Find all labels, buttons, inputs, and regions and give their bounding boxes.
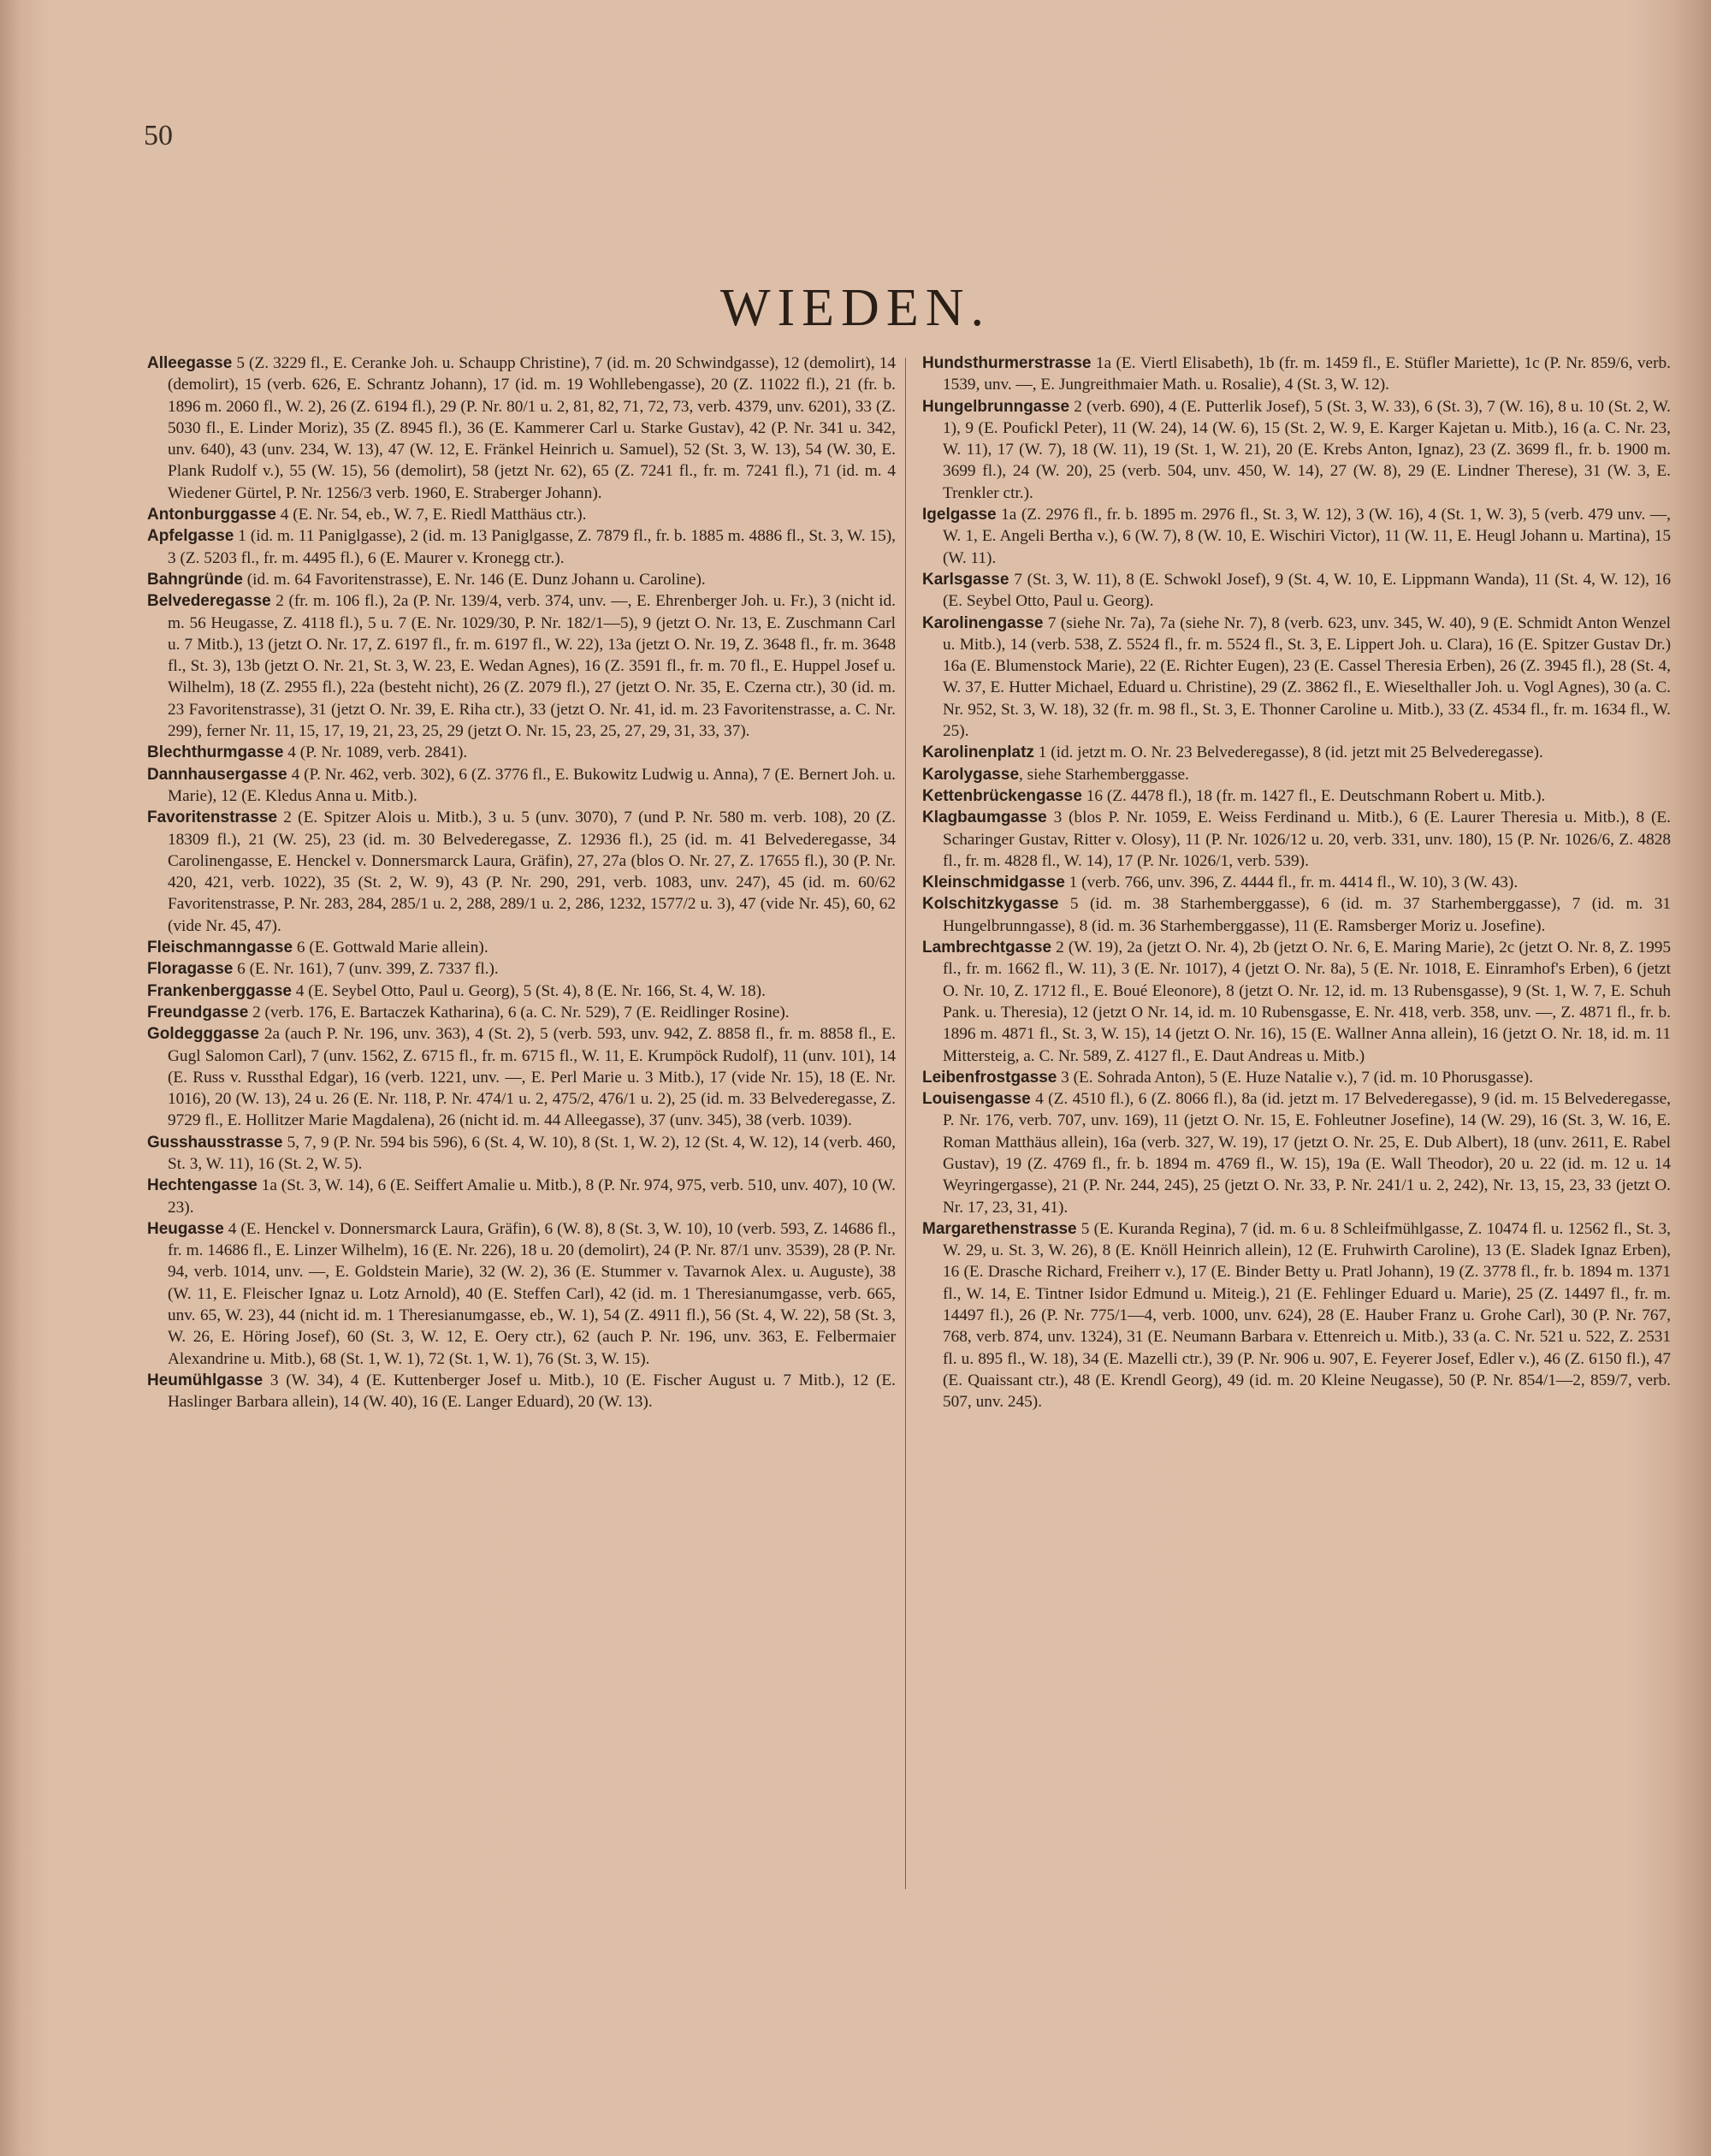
street-name: Belvederegasse [147, 592, 271, 611]
street-entry [147, 504, 896, 525]
street-name: Antonburggasse [147, 506, 276, 524]
page-number: 50 [144, 120, 173, 151]
street-entry-text: 3 (W. 34), 4 (E. Kuttenberger Josef u. Mitb.), 10 (E. Fischer August u. 7 Mitb.), 12 (E. Haslinger Barbara allein), 14 (W. 40), 16 (E. Langer Eduard), 20 (W. 13). [168, 1371, 896, 1412]
street-entry [922, 742, 1671, 763]
street-entry [147, 352, 896, 504]
street-entry-text: 1a (St. 3, W. 14), 6 (E. Seiffert Amalie u. Mitb.), 8 (P. Nr. 974, 975, verb. 510, unv. 407), 10 (W. 23). [168, 1176, 896, 1217]
street-entry-text: 4 (E. Henckel v. Donnersmarck Laura, Gräfin), 6 (W. 8), 8 (St. 3, W. 10), 10 (verb. 593, Z. 14686 fl., fr. m. 14686 fl., E. Linzer Wilhelm), 16 (E. Nr. 226), 18 u. 20 (demolirt), 24 (P. Nr. 87/1 unv. 3539), 28 (P. Nr. 94, verb. 1014, unv. —, E. Goldstein Marie), 32 (W. 2), 36 (E. Stummer v. Tavarnok Alex. u. Auguste), 38 (W. 11, E. Fleischer Ignaz u. Lotz Arnold), 40 (E. Steffen Carl), 42 (id. m. 1 Theresianumgasse, verb. 665, unv. 65, W. 23), 44 (nicht id. m. 1 Theresianumgasse, eb., W. 1), 54 (Z. 4911 fl.), 56 (St. 4, W. 22), 58 (St. 3, W. 26, E. Höring Josef), 60 (St. 3, W. 12, E. Oery ctr.), 62 (auch P. Nr. 196, unv. 363, E. Felbermaier Alexandrine u. Mitb.), 68 (St. 1, W. 1), 72 (St. 1, W. 1), 76 (St. 3, W. 15). [168, 1219, 896, 1368]
street-entry-text: 1 (verb. 766, unv. 396, Z. 4444 fl., fr. m. 4414 fl., W. 10), 3 (W. 43). [1064, 874, 1519, 892]
street-entry-text: , siehe Starhemberggasse. [1019, 765, 1189, 784]
street-entry-text: 2 (verb. 176, E. Bartaczek Katharina), 6 (a. C. Nr. 529), 7 (E. Reidlinger Rosine). [248, 1003, 790, 1022]
street-name: Floragasse [147, 960, 234, 979]
street-entry-text: 3 (E. Sohrada Anton), 5 (E. Huze Natalie v.), 7 (id. m. 10 Phorusgasse). [1057, 1068, 1534, 1087]
street-name: Dannhausergasse [147, 765, 287, 784]
street-name: Karolygasse [922, 765, 1020, 784]
street-entry-text: 2 (W. 19), 2a (jetzt O. Nr. 4), 2b (jetzt O. Nr. 6, E. Maring Marie), 2c (jetzt O. Nr. 8, Z. 1995 fl., fr. m. 1662 fl., W. 11), 3 (E. Nr. 1017), 4 (jetzt O. Nr. 8a), 5 (E. Nr. 1018, E. Einramhof's Erben), 6 (jetzt O. Nr. 10, Z. 1712 fl., E. Boué Eleonore), 8 (jetzt O. Nr. 12, id. m. 13 Rubensgasse), 9 (St. 1, W. 7, E. Schuh Pank. u. Theresia), 12 (jetzt O Nr. 14, id. m. 10 Rubensgasse, E. Nr. 418, verb. 358, unv. —, Z. 4871 fl., fr. b. 1896 m. 4871 fl., St. 3, W. 15), 14 (jetzt O. Nr. 16), 15 (E. Wallner Anna allein), 16 (jetzt O. Nr. 18, id. m. 11 Mittersteig, a. C. Nr. 589, Z. 4127 fl., E. Daut Andreas u. Mitb.) [943, 939, 1671, 1065]
street-name: Goldegggasse [147, 1025, 259, 1044]
street-name: Igelgasse [922, 506, 997, 524]
street-name: Alleegasse [147, 354, 233, 372]
street-entry-text: 6 (E. Gottwald Marie allein). [293, 939, 488, 957]
column-divider [905, 358, 906, 1889]
street-entry [147, 1132, 896, 1176]
street-entry-text: 1a (E. Viertl Elisabeth), 1b (fr. m. 1459 fl., E. Stüfler Mariette), 1c (P. Nr. 859/6, verb. 1539, unv. —, E. Jungreithmaier Math. u. Rosalie), 4 (St. 3, W. 12). [943, 354, 1671, 394]
street-name: Gusshausstrasse [147, 1133, 283, 1152]
street-name: Margarethenstrasse [922, 1219, 1077, 1238]
street-entry [147, 807, 896, 937]
street-name: Apfelgasse [147, 527, 234, 546]
street-entry-text: 4 (P. Nr. 1089, verb. 2841). [283, 743, 468, 762]
street-entry-text: 4 (Z. 4510 fl.), 6 (Z. 8066 fl.), 8a (id. jetzt m. 17 Belvederegasse), 9 (id. m. 15 Belvederegasse, P. Nr. 176, verb. 707, unv. 169), 11 (jetzt O. Nr. 15, E. Fohleutner Josefine), 14 (W. 29), 16 (St. 3, W. 16, E. Roman Matthäus allein), 16a (verb. 327, W. 19), 17 (jetzt O. Nr. 25, E. Dub Albert), 18 (unv. 2611, E. Rabel Gustav), 19 (Z. 4769 fl., fr. b. 1894 m. 4769 fl., W. 15), 19a (E. Wall Theodor), 20 u. 22 (id. m. 12 u. 14 Weyringergasse), 21 (P. Nr. 244, 245), 25 (jetzt O. Nr. 33, P. Nr. 241/1 u. 2, 242), Nr. 13, 15, 23, 33 (jetzt O. Nr. 17, 23, 31, 41). [943, 1090, 1671, 1217]
street-entry-text: 1 (id. jetzt m. O. Nr. 23 Belvederegasse), 8 (id. jetzt mit 25 Belvederegasse). [1033, 743, 1543, 762]
street-entry [922, 1218, 1671, 1413]
street-entry-text: 2 (fr. m. 106 fl.), 2a (P. Nr. 139/4, verb. 374, unv. —, E. Ehrenberger Joh. u. Fr.), 3 (nicht id. m. 56 Heugasse, Z. 4118 fl.), 5 u. 7 (E. Nr. 1029/30, P. Nr. 182/1—5), 9 (jetzt O. Nr. 13, E. Zuschmann Carl u. 7 Mitb.), 13 (jetzt O. Nr. 17, Z. 6197 fl., fr. m. 6197 fl., W. 22), 13a (jetzt O. Nr. 19, Z. 3648 fl., fr. m. 3648 fl., St. 3), 13b (jetzt O. Nr. 21, St. 3, W. 23, E. Wedan Agnes), 16 (Z. 3591 fl., fr. m. 70 fl., E. Huppel Josef u. Wilhelm), 18 (Z. 2955 fl.), 22a (besteht nicht), 26 (Z. 2079 fl.), 27 (jetzt O. Nr. 35, E. Czerna ctr.), 30 (id. m. 23 Favoritenstrasse), 31 (jetzt O. Nr. 39, E. Riha ctr.), 33 (jetzt O. Nr. 41, id. m. 23 Favoritenstrasse, a. C. Nr. 299), ferner Nr. 11, 15, 17, 19, 21, 23, 25, 29 (jetzt O. Nr. 15, 23, 25, 27, 29, 31, 33, 37). [168, 592, 896, 741]
street-name: Louisengasse [922, 1090, 1031, 1109]
street-entry-text: 6 (E. Nr. 161), 7 (unv. 399, Z. 7337 fl.). [233, 960, 499, 979]
street-entry [922, 396, 1671, 504]
street-name: Blechthurmgasse [147, 743, 284, 762]
street-entry [147, 590, 896, 742]
street-entry-text: 16 (Z. 4478 fl.), 18 (fr. m. 1427 fl., E. Deutschmann Robert u. Mitb.). [1081, 786, 1546, 805]
street-name: Fleischmanngasse [147, 939, 293, 957]
street-name: Hechtengasse [147, 1176, 258, 1195]
page-title: WIEDEN. [720, 279, 991, 337]
street-entry-text: 5 (E. Kuranda Regina), 7 (id. m. 6 u. 8 Schleifmühlgasse, Z. 10474 fl. u. 12562 fl., St. 3, W. 29, u. St. 3, W. 26), 8 (E. Knöll Heinrich allein), 12 (E. Fruhwirth Caroline), 13 (E. Sladek Ignaz Erben), 16 (E. Drasche Richard, Freiherr v.), 17 (E. Binder Betty u. Pratl Johann), 19 (Z. 3778 fl., fr. b. 1894 m. 1371 fl., W. 14, E. Tintner Isidor Edmund u. Miteig.), 21 (E. Fehlinger Eduard u. Marie), 25 (Z. 14497 fl., fr. m. 14497 fl.), 26 (P. Nr. 775/1—4, verb. 1000, unv. 624), 28 (E. Hauber Franz u. Grohe Carl), 30 (P. Nr. 767, 768, verb. 874, unv. 1324), 31 (E. Neumann Barbara v. Ettenreich u. Mitb.), 33 (a. C. Nr. 521 u. 522, Z. 2531 fl. u. 895 fl., W. 18), 34 (E. Mazelli ctr.), 39 (P. Nr. 906 u. 907, E. Feyerer Josef, Edler v.), 46 (Z. 6150 fl.), 47 (E. Quaissant ctr.), 48 (E. Krendl Georg), 49 (id. m. 20 Kleine Neugasse), 50 (P. Nr. 854/1—2, 859/7, verb. 507, unv. 245). [943, 1219, 1671, 1412]
street-entry [922, 872, 1671, 893]
street-entry [147, 764, 896, 808]
street-name: Klagbaumgasse [922, 808, 1047, 827]
street-entry [922, 504, 1671, 569]
street-entry [147, 1218, 896, 1370]
street-entry [922, 1067, 1671, 1088]
street-entry [922, 352, 1671, 396]
street-entry [922, 937, 1671, 1067]
street-name: Bahngründe [147, 570, 243, 589]
street-entry-text: 4 (E. Seybel Otto, Paul u. Georg), 5 (St. 4), 8 (E. Nr. 166, St. 4, W. 18). [291, 981, 766, 1000]
street-entry [922, 613, 1671, 743]
street-entry [922, 893, 1671, 937]
street-entry [147, 1370, 896, 1413]
street-entry-text: 1a (Z. 2976 fl., fr. b. 1895 m. 2976 fl., St. 3, W. 12), 3 (W. 16), 4 (St. 1, W. 3), 5 (verb. 479 unv. —, W. 1, E. Angeli Bertha v.), 6 (W. 7), 8 (W. 10, E. Wischiri Victor), 11 (W. 11, E. Heugl Johann u. Martina), 15 (W. 11). [943, 506, 1671, 567]
street-name: Freundgasse [147, 1003, 249, 1022]
street-name: Kleinschmidgasse [922, 874, 1065, 892]
street-entry-text: 4 (E. Nr. 54, eb., W. 7, E. Riedl Matthäus ctr.). [275, 506, 587, 524]
street-entry [147, 980, 896, 1002]
street-name: Hungelbrunngasse [922, 397, 1070, 416]
street-entry [922, 569, 1671, 613]
street-entry-text: 1 (id. m. 11 Paniglgasse), 2 (id. m. 13 Paniglgasse, Z. 7879 fl., fr. b. 1885 m. 4886 fl., St. 3, W. 15), 3 (Z. 5203 fl., fr. m. 4495 fl.), 6 (E. Maurer v. Kronegg ctr.). [168, 527, 896, 567]
street-entry [922, 764, 1671, 785]
street-name: Leibenfrostgasse [922, 1068, 1057, 1087]
street-name: Favoritenstrasse [147, 808, 278, 827]
right-column [922, 352, 1671, 1413]
street-entry-text: 4 (P. Nr. 462, verb. 302), 6 (Z. 3776 fl., E. Bukowitz Ludwig u. Anna), 7 (E. Bernert Joh. u. Marie), 12 (E. Kledus Anna u. Mitb.). [168, 765, 896, 805]
street-name: Kolschitzkygasse [922, 895, 1059, 914]
street-entry [922, 807, 1671, 872]
street-entry [147, 937, 896, 958]
street-entry [147, 1002, 896, 1023]
street-entry [147, 958, 896, 980]
street-entry-text: 2 (E. Spitzer Alois u. Mitb.), 3 u. 5 (unv. 3070), 7 (und P. Nr. 580 m. verb. 108), 20 (Z. 18309 fl.), 21 (W. 25), 23 (id. m. 30 Belvederegasse, Z. 12936 fl.), 25 (id. m. 41 Belvederegasse, 34 Carolinengasse, E. Henckel v. Donnersmarck Laura, Gräfin), 27, 27a (blos O. Nr. 27, Z. 17655 fl.), 30 (P. Nr. 420, 421, verb. 1022), 35 (St. 2, W. 9), 43 (P. Nr. 290, 291, verb. 1083, unv. 247), 45 (id. m. 60/62 Favoritenstrasse, P. Nr. 283, 284, 285/1 u. 2, 288, 289/1 u. 2, 286, 1232, 1577/2 u. 3), 47 (vide Nr. 45), 60, 62 (vide Nr. 45, 47). [168, 808, 896, 935]
street-entry-text: (id. m. 64 Favoritenstrasse), E. Nr. 146 (E. Dunz Johann u. Caroline). [242, 570, 706, 589]
street-entry [147, 525, 896, 569]
street-entry-text: 2a (auch P. Nr. 196, unv. 363), 4 (St. 2), 5 (verb. 593, unv. 942, Z. 8858 fl., fr. m. 8858 fl., E. Gugl Salomon Carl), 7 (unv. 1562, Z. 6715 fl., fr. m. 6715 fl., W. 11, E. Krumpöck Rudolf), 11 (unv. 101), 14 (E. Russ v. Russthal Edgar), 16 (verb. 1221, unv. —, E. Perl Marie u. 3 Mitb.), 17 (vide Nr. 15), 18 (E. Nr. 1016), 20 (W. 13), 24 u. 26 (E. Nr. 118, P. Nr. 474/1 u. 2, 475/2, 476/1 u. 2), 25 (id. m. 33 Belvederegasse, Z. 9729 fl., E. Hollitzer Marie Magdalena), 26 (nicht id. m. 44 Alleegasse), 37 (unv. 345), 38 (verb. 1039). [168, 1025, 896, 1130]
street-name: Karlsgasse [922, 570, 1009, 589]
street-name: Karolinenplatz [922, 743, 1034, 762]
street-entry-text: 5, 7, 9 (P. Nr. 594 bis 596), 6 (St. 4, W. 10), 8 (St. 1, W. 2), 12 (St. 4, W. 12), 14 (verb. 460, St. 3, W. 11), 16 (St. 2, W. 5). [168, 1133, 896, 1173]
street-name: Frankenberggasse [147, 981, 292, 1000]
street-entry [147, 1023, 896, 1131]
street-name: Lambrechtgasse [922, 939, 1052, 957]
street-entry-text: 2 (verb. 690), 4 (E. Putterlik Josef), 5 (St. 3, W. 33), 6 (St. 3), 7 (W. 16), 8 u. 10 (St. 2, W. 1), 9 (E. Poufickl Peter), 11 (W. 24), 14 (W. 6), 15 (St. 2, W. 9, E. Karger Kajetan u. Mitb.), 16 (a. C. Nr. 23, W. 11), 17 (W. 7), 18 (W. 11), 19 (St. 1, W. 21), 20 (E. Krebs Anton, Ignaz), 23 (Z. 3699 fl., fr. b. 1900 m. 3699 fl.), 24 (W. 20), 25 (verb. 504, unv. 450, W. 14), 27 (W. 8), 29 (E. Lindner Therese), 31 (W. 3, E. Trenkler ctr.). [943, 397, 1671, 502]
street-entry-text: 3 (blos P. Nr. 1059, E. Weiss Ferdinand u. Mitb.), 6 (E. Laurer Theresia u. Mitb.), 8 (E. Scharinger Gustav, Ritter v. Olosy), 11 (P. Nr. 1026/12 u. 20, verb. 331, unv. 180), 15 (P. Nr. 1026/6, Z. 4828 fl., fr. m. 4828 fl., W. 14), 17 (P. Nr. 1026/1, verb. 539). [943, 808, 1671, 870]
street-entry [147, 742, 896, 763]
street-name: Hundsthurmerstrasse [922, 354, 1092, 372]
street-entry [922, 785, 1671, 807]
street-name: Heugasse [147, 1219, 224, 1238]
street-entry-text: 5 (id. m. 38 Starhemberggasse), 6 (id. m. 37 Starhemberggasse), 7 (id. m. 31 Hungelbrunngasse), 8 (id. m. 36 Starhemberggasse), 11 (E. Ramsberger Moriz u. Josefine). [943, 895, 1671, 935]
street-entry [147, 569, 896, 590]
left-column [147, 352, 896, 1413]
street-entry-text: 7 (siehe Nr. 7a), 7a (siehe Nr. 7), 8 (verb. 623, unv. 345, W. 40), 9 (E. Schmidt Anton Wenzel u. Mitb.), 14 (verb. 538, Z. 5524 fl., fr. m. 5524 fl., St. 3, E. Lippert Joh. u. Clara), 16 (E. Spitzer Gustav Dr.) 16a (E. Blumenstock Marie), 22 (E. Richter Eugen), 23 (E. Cassel Theresia Erben), 26 (Z. 3945 fl.), 28 (St. 4, W. 37, E. Hutter Michael, Eduard u. Christine), 29 (Z. 3862 fl., E. Wieselthaller Joh. u. Vogl Agnes), 30 (a. C. Nr. 952, St. 3, W. 18), 32 (fr. m. 98 fl., St. 3, E. Thonner Caroline u. Mitb.), 33 (Z. 4534 fl., fr. m. 1634 fl., W. 25). [943, 613, 1671, 741]
street-entry-text: 5 (Z. 3229 fl., E. Ceranke Joh. u. Schaupp Christine), 7 (id. m. 20 Schwindgasse), 12 (demolirt), 14 (demolirt), 15 (verb. 626, E. Schrantz Johann), 17 (id. m. 19 Wohllebengasse), 20 (Z. 11022 fl.), 21 (fr. b. 1896 m. 2060 fl., W. 2), 26 (Z. 6194 fl.), 29 (P. Nr. 80/1 u. 2, 81, 82, 71, 72, 73, verb. 4379, unv. 6201), 33 (Z. 5030 fl., E. Linder Moriz), 35 (Z. 8945 fl.), 36 (E. Kammerer Carl u. Starke Gustav), 42 (P. Nr. 341 u. 342, unv. 640), 43 (unv. 234, W. 13), 47 (W. 12, E. Fränkel Heinrich u. Samuel), 52 (St. 3, W. 13), 54 (W. 30, E. Plank Rudolf v.), 55 (W. 15), 56 (demolirt), 58 (jetzt Nr. 62), 65 (Z. 7241 fl., fr. m. 7241 fl.), 71 (id. m. 4 Wiedener Gürtel, P. Nr. 1256/3 verb. 1960, E. Straberger Johann). [168, 354, 896, 502]
street-entry-text: 7 (St. 3, W. 11), 8 (E. Schwokl Josef), 9 (St. 4, W. 10, E. Lippmann Wanda), 11 (St. 4, W. 12), 16 (E. Seybel Otto, Paul u. Georg). [943, 570, 1671, 611]
street-name: Karolinengasse [922, 613, 1044, 632]
street-entry [922, 1088, 1671, 1218]
street-name: Heumühlgasse [147, 1371, 263, 1389]
street-entry [147, 1175, 896, 1218]
street-name: Kettenbrückengasse [922, 786, 1082, 805]
